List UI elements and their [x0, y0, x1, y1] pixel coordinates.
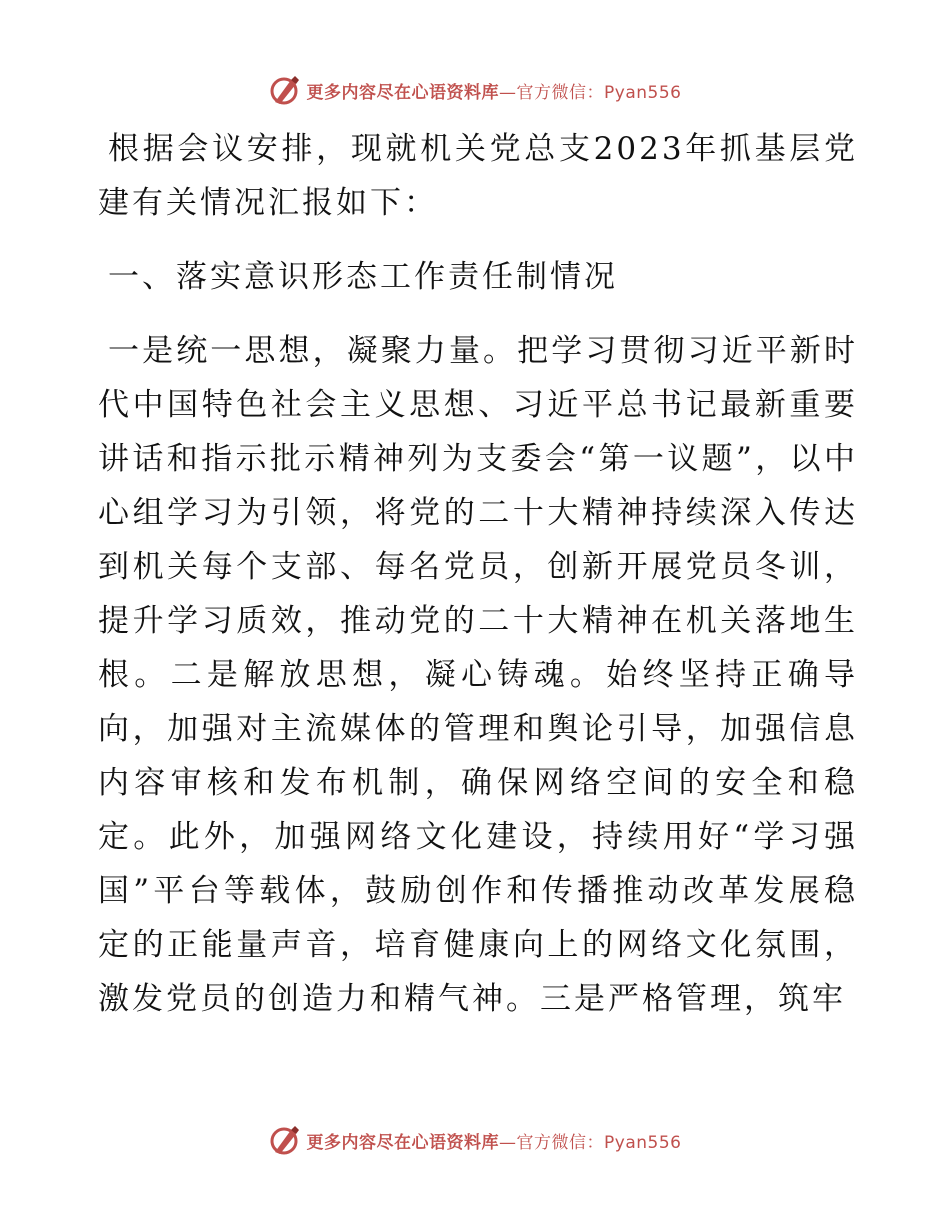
footer-watermark-text	[307, 1128, 682, 1153]
header-watermark-wechat: 官方微信：Pyan556	[516, 82, 682, 103]
header-watermark-banner	[0, 70, 950, 110]
document-body	[98, 122, 858, 1026]
section-heading: 一、落实意识形态工作责任制情况	[108, 259, 618, 295]
header-watermark-main: 更多内容尽在心语资料库	[306, 82, 500, 103]
footer-watermark-banner	[0, 1120, 950, 1160]
red-pen-circle-logo-icon	[269, 1124, 301, 1156]
header-watermark-sep: —	[499, 82, 517, 103]
footer-watermark-sep: —	[499, 1132, 517, 1153]
footer-watermark-wechat: 官方微信：Pyan556	[516, 1132, 682, 1153]
intro-paragraph: 根据会议安排，现就机关党总支2023年抓基层党建有关情况汇报如下：	[98, 131, 858, 221]
footer-watermark-main: 更多内容尽在心语资料库	[306, 1132, 500, 1153]
header-watermark-text	[307, 78, 682, 103]
body-paragraph: 一是统一思想，凝聚力量。把学习贯彻习近平新时代中国特色社会主义思想、习近平总书记最新重要讲话和指示批示精神列为支委会“第一议题”，以中心组学习为引领，将党的二十大精神持续深入传达到机关每个支部、每名党员，创新开展党员冬训，提升学习质效，推动党的二十大精神在机关落地生根。二是解放思想，凝心铸魂。始终坚持正确导向，加强对主流媒体的管理和舆论引导，加强信息内容审核和发布机制，确保网络空间的安全和稳定。此外，加强网络文化建设，持续用好“学习强国”平台等载体，鼓励创作和传播推动改革发展稳定的正能量声音，培育健康向上的网络文化氛围，激发党员的创造力和精气神。三是严格管理，筑牢	[98, 333, 858, 1017]
red-pen-circle-logo-icon	[269, 74, 301, 106]
